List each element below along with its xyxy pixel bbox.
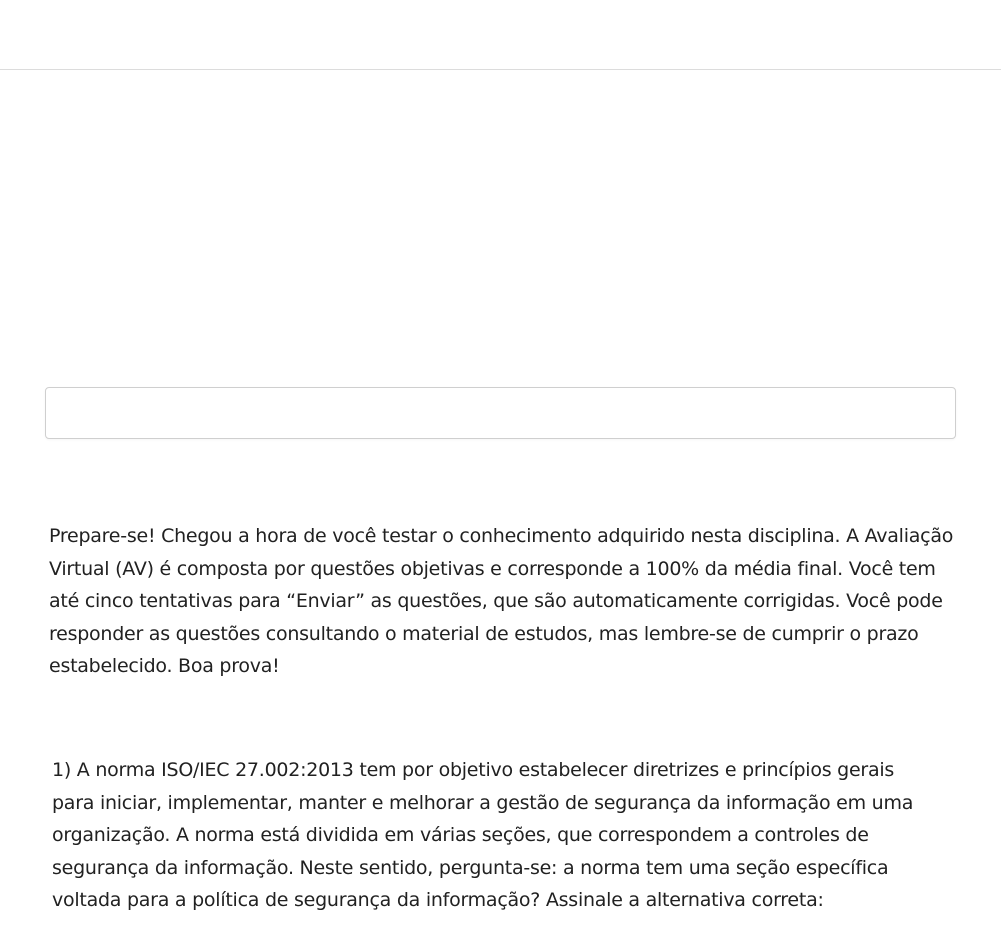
exam-instructions: Prepare-se! Chegou a hora de você testar o conhecimento adquirido nesta disciplina. A Avaliação Virtual (AV) é composta por questões objetivas e corresponde a 100% da média final. Você tem até cinco tentativas para “Enviar” as questões, que são automaticamente corrigidas. Você pode responder as questões consultando o material de estudos, mas lembre-se de cumprir o prazo estabelecido. Boa prova! bbox=[49, 525, 954, 678]
top-bar bbox=[0, 0, 1001, 70]
question-1-text: 1) A norma ISO/IEC 27.002:2013 tem por objetivo estabelecer diretrizes e princípios gerais para iniciar, implementar, manter e melhorar a gestão de segurança da informação em uma organização. A norma está dividida em várias seções, que correspondem a controles de segurança da informação. Neste sentido, pergunta-se: a norma tem uma seção específica voltada para a política de segurança da informação? Assinale a alternativa correta: bbox=[52, 759, 914, 912]
empty-banner-box bbox=[45, 387, 956, 439]
